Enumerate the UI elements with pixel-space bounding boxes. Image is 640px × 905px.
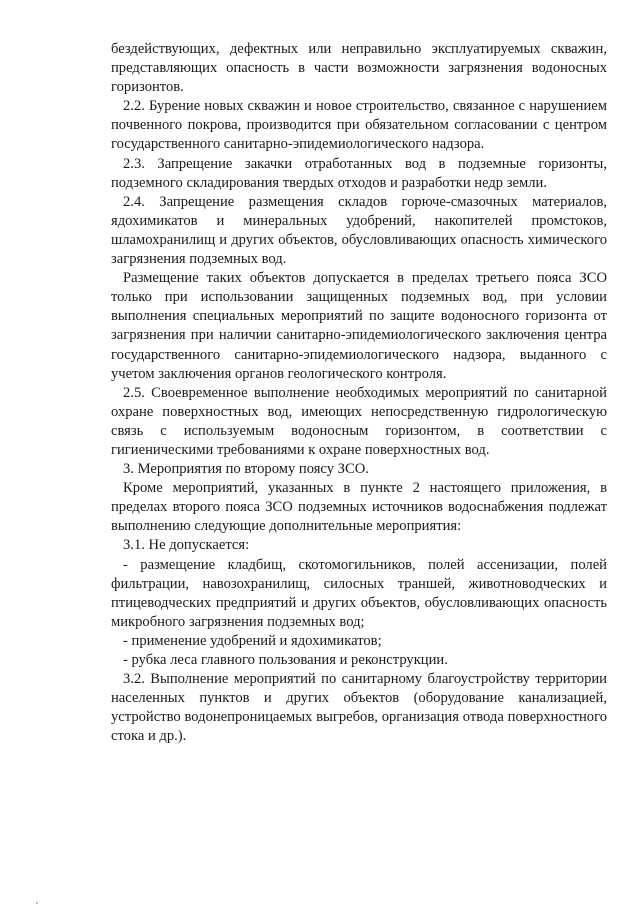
paragraph-placement: Размещение таких объектов допускается в пределах третьего пояса ЗСО только при использовании защищенных подземных вод, при условии выполнения специальных мероприятий по защите водоносного горизонта от загрязнения при наличии санитарно-эпидемиологического заключения центра государственного санитарно-эпидемиологического надзора, выданного с учетом заключения органов геологического контроля.: [111, 270, 607, 382]
paragraph-2-4: 2.4. Запрещение размещения складов горюче-смазочных материалов, ядохимикатов и минеральных удобрений, накопителей промстоков, шламохранилищ и других объектов, обусловливающих опасность химического загрязнения подземных вод.: [111, 193, 607, 268]
paragraph-continuation: бездействующих, дефектных или неправильно эксплуатируемых скважин, представляющих опасность в части возможности загрязнения водоносных горизонтов.: [111, 41, 607, 96]
document-page: [111, 40, 607, 746]
paragraph-intro-3: Кроме мероприятий, указанных в пункте 2 настоящего приложения, в пределах второго пояса ЗСО подземных источников водоснабжения подлежат выполнению следующие дополнительные мероприятия:: [111, 480, 607, 535]
section-heading-3: 3. Мероприятия по второму поясу ЗСО.: [123, 461, 369, 478]
paragraph-2-5: 2.5. Своевременное выполнение необходимых мероприятий по санитарной охране поверхностных вод, имеющих непосредственную гидрологическую связь с используемым водоносным горизонтом, в соответствии с гигиеническими требованиями к охране поверхностных вод.: [111, 384, 607, 458]
list-item-placement: - размещение кладбищ, скотомогильников, полей ассенизации, полей фильтрации, навозохранилищ, силосных траншей, животноводческих и птицеводческих предприятий и других объектов, обусловливающих опасность микробного загрязнения подземных вод;: [111, 556, 607, 630]
list-item-logging: - рубка леса главного пользования и реконструкции.: [123, 652, 448, 668]
paragraph-2-2: 2.2. Бурение новых скважин и новое строительство, связанное с нарушением почвенного покрова, производится при обязательном согласовании с центром государственного санитарно-эпидемиологического надзора.: [111, 98, 607, 153]
list-item-fertilizers: - применение удобрений и ядохимикатов;: [123, 632, 382, 649]
paragraph-3-1: 3.1. Не допускается:: [123, 537, 250, 554]
paragraph-2-3: 2.3. Запрещение закачки отработанных вод в подземные горизонты, подземного складирования твердых отходов и разработки недр земли.: [111, 155, 607, 191]
paragraph-3-2: 3.2. Выполнение мероприятий по санитарному благоустройству территории населенных пунктов и других объектов (оборудование канализацией, устройство водонепроницаемых выгребов, организация отвода поверхностного стока и др.).: [111, 671, 607, 745]
scan-artifact: [36, 902, 38, 904]
